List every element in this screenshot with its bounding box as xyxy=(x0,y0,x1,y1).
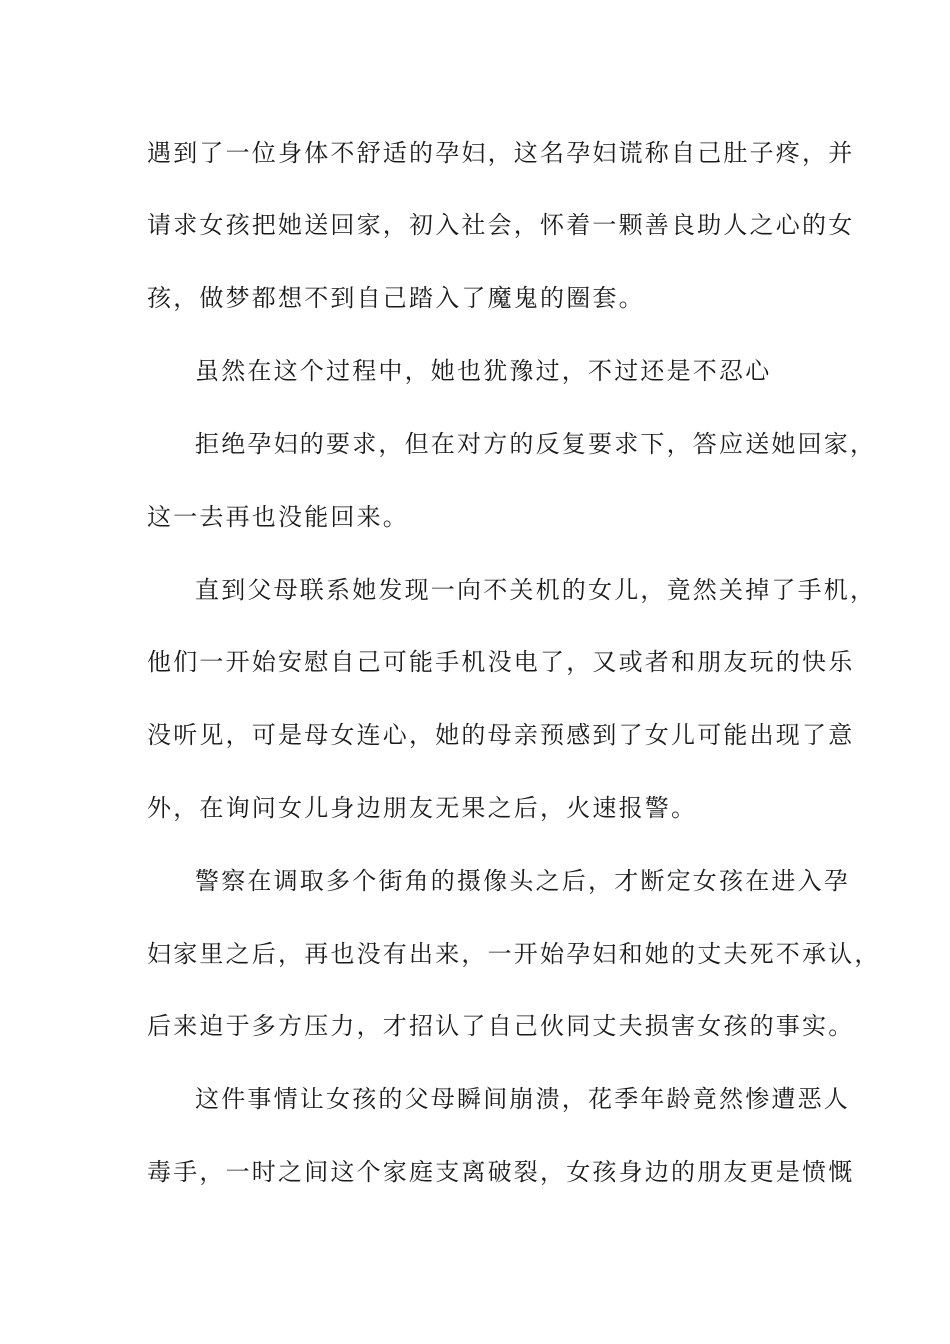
text-line: 外，在询问女儿身边朋友无果之后，火速报警。 xyxy=(147,794,698,822)
text-line: 后来迫于多方压力，才招认了自己伙同丈夫损害女孩的事实。 xyxy=(147,1012,855,1040)
text-line: 请求女孩把她送回家，初入社会，怀着一颗善良助人之心的女 xyxy=(147,211,855,239)
paragraph-first-line: 拒绝孕妇的要求，但在对方的反复要求下，答应送她回家， xyxy=(195,430,877,458)
paragraph-first-line: 这件事情让女孩的父母瞬间崩溃，花季年龄竟然惨遭恶人 xyxy=(195,1085,850,1113)
text-line: 他们一开始安慰自己可能手机没电了，又或者和朋友玩的快乐 xyxy=(147,648,855,676)
paragraph-first-line: 警察在调取多个街角的摄像头之后，才断定女孩在进入孕 xyxy=(195,867,850,895)
text-line: 这一去再也没能回来。 xyxy=(147,503,409,531)
text-line: 毒手，一时之间这个家庭支离破裂，女孩身边的朋友更是愤慨 xyxy=(147,1158,855,1186)
paragraph-first-line: 虽然在这个过程中，她也犹豫过，不过还是不忍心 xyxy=(195,357,772,385)
text-line: 遇到了一位身体不舒适的孕妇，这名孕妇谎称自己肚子疼，并 xyxy=(147,139,855,167)
text-line: 妇家里之后，再也没有出来，一开始孕妇和她的丈夫死不承认， xyxy=(147,940,881,968)
text-line: 没听见，可是母女连心，她的母亲预感到了女儿可能出现了意 xyxy=(147,721,855,749)
text-line: 孩，做梦都想不到自己踏入了魔鬼的圈套。 xyxy=(147,284,645,312)
paragraph-first-line: 直到父母联系她发现一向不关机的女儿，竟然关掉了手机， xyxy=(195,576,877,604)
